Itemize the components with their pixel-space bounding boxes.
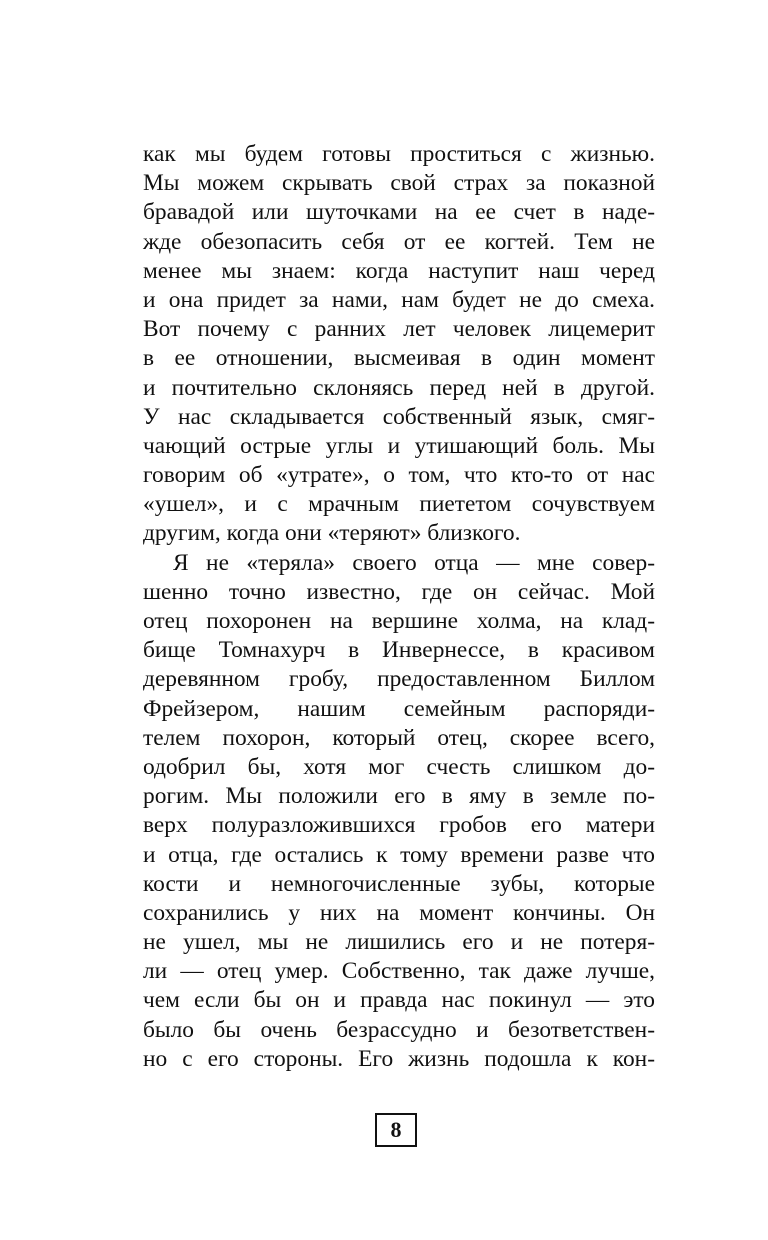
text-line: сохранились у них на момент кончины. Он: [143, 899, 655, 926]
text-line: верх полуразложившихся гробов его матери: [143, 812, 655, 839]
text-line: говорим об «утрате», о том, что кто-то от нас: [143, 462, 655, 489]
text-line: и почтительно склоняясь перед ней в другой.: [143, 374, 655, 401]
text-line: как мы будем готовы проститься с жизнью.: [143, 141, 655, 167]
body-text: [143, 140, 655, 1074]
text-line: одобрил бы, хотя мог счесть слишком до-: [143, 753, 655, 780]
text-line: Мы можем скрывать свой страх за показной: [143, 170, 655, 197]
text-line: не ушел, мы не лишились его и не потеря-: [143, 929, 655, 956]
text-line: «ушел», и с мрачным пиететом сочувствуем: [143, 491, 655, 518]
text-line: шенно точно известно, где он сейчас. Мой: [143, 578, 655, 605]
page-number: 8: [375, 1113, 417, 1147]
text-line: бище Томнахурч в Инвернессе, в красивом: [143, 637, 655, 664]
text-line: и отца, где остались к тому времени разве что: [143, 841, 655, 868]
text-line: и она придет за нами, нам будет не до смеха.: [143, 286, 655, 313]
text-line: в ее отношении, высмеивая в один момент: [143, 345, 655, 372]
text-line: отец похоронен на вершине холма, на клад-: [143, 608, 655, 634]
text-line: но с его стороны. Его жизнь подошла к кон-: [143, 1045, 655, 1072]
text-line: кости и немногочисленные зубы, которые: [143, 870, 655, 897]
text-line: рогим. Мы положили его в яму в земле по-: [143, 783, 655, 810]
text-line: жде обезопасить себя от ее когтей. Тем не: [143, 228, 655, 255]
text-line: Вот почему с ранних лет человек лицемерит: [143, 316, 655, 343]
text-line: телем похорон, который отец, скорее всего,: [143, 724, 655, 751]
text-line: чающий острые углы и утишающий боль. Мы: [143, 432, 655, 459]
text-line: бравадой или шуточками на ее счет в наде-: [143, 199, 655, 226]
paragraph-first-line: Я не «теряла» своего отца — мне совер-: [173, 549, 655, 576]
text-line: менее мы знаем: когда наступит наш черед: [143, 257, 655, 284]
text-line: ли — отец умер. Собственно, так даже лучше,: [143, 958, 655, 985]
text-line: было бы очень безрассудно и безответствен-: [143, 1016, 655, 1043]
text-line: Фрейзером, нашим семейным распоряди-: [143, 695, 655, 722]
text-line: деревянном гробу, предоставленном Биллом: [143, 666, 655, 693]
paragraph-last-line: другим, когда они «теряют» близкого.: [143, 520, 521, 547]
text-line: У нас складывается собственный язык, смяг-: [143, 403, 655, 430]
text-line: чем если бы он и правда нас покинул — это: [143, 987, 655, 1014]
